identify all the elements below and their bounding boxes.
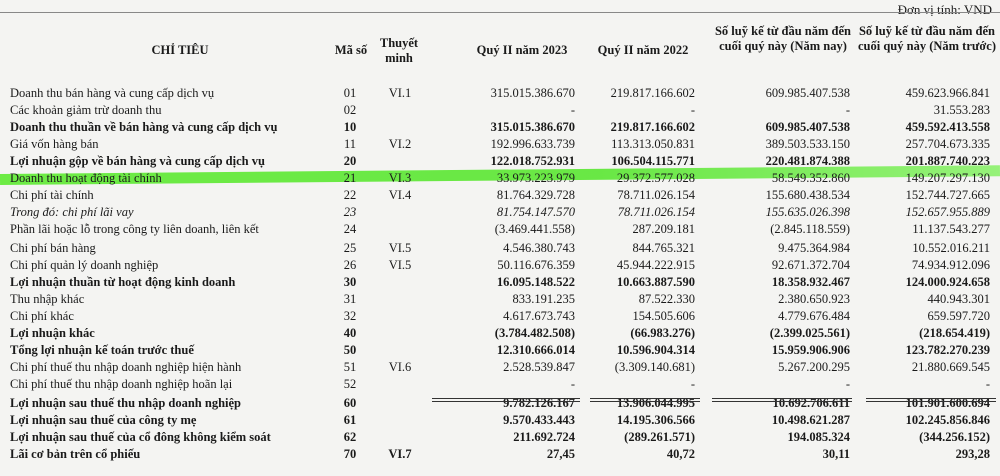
row-q2-2022: 29.372.577.028 bbox=[616, 171, 695, 185]
header-ytd-prior: Số luỹ kế từ đầu năm đến cuối quý này (Năm trước) bbox=[857, 24, 997, 53]
row-code: 26 bbox=[343, 258, 357, 272]
row-ytd-prior: 124.000.924.658 bbox=[905, 275, 990, 289]
row-note: VI.1 bbox=[388, 86, 412, 100]
row-q2-2022: 78.711.026.154 bbox=[617, 188, 695, 202]
row-ytd-current: 155.680.438.534 bbox=[765, 188, 850, 202]
table-row bbox=[0, 136, 1000, 153]
row-q2-2022: 10.663.887.590 bbox=[616, 275, 695, 289]
row-q2-2023: 81.754.147.570 bbox=[496, 205, 575, 219]
row-ytd-prior: 102.245.856.846 bbox=[905, 413, 990, 427]
row-ytd-current: 4.779.676.484 bbox=[778, 309, 850, 323]
row-ytd-prior: 257.704.673.335 bbox=[905, 137, 990, 151]
row-ytd-prior: 149.207.297.130 bbox=[905, 171, 990, 185]
row-q2-2022: 45.944.222.915 bbox=[616, 258, 695, 272]
table-row bbox=[0, 240, 1000, 257]
rule-v1-a bbox=[432, 398, 580, 399]
row-ytd-current: 58.549.352.860 bbox=[771, 171, 850, 185]
row-q2-2023: 9.570.433.443 bbox=[503, 413, 575, 427]
row-name: Chi phí quản lý doanh nghiệp bbox=[10, 258, 159, 272]
row-name: Chi phí bán hàng bbox=[10, 241, 96, 255]
row-q2-2023: 12.310.666.014 bbox=[496, 343, 575, 357]
row-q2-2023: 315.015.386.670 bbox=[490, 86, 575, 100]
row-ytd-current: 2.380.650.923 bbox=[778, 292, 850, 306]
row-code: 25 bbox=[343, 241, 357, 255]
table-row bbox=[0, 376, 1000, 393]
row-ytd-current: 10.692.706.611 bbox=[772, 396, 850, 410]
table-row bbox=[0, 325, 1000, 342]
table-row bbox=[0, 412, 1000, 429]
row-ytd-prior: 152.744.727.665 bbox=[905, 188, 990, 202]
row-name: Doanh thu bán hàng và cung cấp dịch vụ bbox=[10, 86, 215, 100]
row-name: Lợi nhuận sau thuế của cổ đông không kiểm soát bbox=[10, 430, 271, 444]
row-code: 50 bbox=[343, 343, 357, 357]
table-row bbox=[0, 291, 1000, 308]
row-name: Chi phí tài chính bbox=[10, 188, 94, 202]
row-note: VI.7 bbox=[388, 447, 412, 461]
row-q2-2023: 33.973.223.979 bbox=[496, 171, 575, 185]
header-ytd-current: Số luỹ kế từ đầu năm đến cuối quý này (Năm nay) bbox=[714, 24, 851, 53]
row-ytd-current: 10.498.621.287 bbox=[771, 413, 850, 427]
row-name: Lợi nhuận gộp về bán hàng và cung cấp dịch vụ bbox=[10, 154, 265, 168]
row-q2-2022: (66.983.276) bbox=[630, 326, 695, 340]
row-name: Phần lãi hoặc lỗ trong công ty liên doanh, liên kết bbox=[10, 222, 259, 236]
row-ytd-current: 389.503.533.150 bbox=[765, 137, 850, 151]
header-q2-2023: Quý II năm 2023 bbox=[476, 43, 568, 57]
row-q2-2023: 16.095.148.522 bbox=[496, 275, 575, 289]
row-ytd-current: - bbox=[845, 103, 850, 117]
row-ytd-current: (2.399.025.561) bbox=[769, 326, 850, 340]
table-row bbox=[0, 187, 1000, 204]
header-q2-2022: Quý II năm 2022 bbox=[597, 43, 689, 57]
table-row bbox=[0, 153, 1000, 170]
row-note: VI.4 bbox=[388, 188, 412, 202]
row-q2-2023: 9.782.126.167 bbox=[503, 396, 575, 410]
row-ytd-prior: 74.934.912.096 bbox=[911, 258, 990, 272]
row-ytd-prior: 31.553.283 bbox=[933, 103, 990, 117]
table-row bbox=[0, 342, 1000, 359]
rule-v4-a bbox=[866, 398, 996, 399]
row-q2-2023: 122.018.752.931 bbox=[490, 154, 575, 168]
row-ytd-prior: 659.597.720 bbox=[927, 309, 990, 323]
row-q2-2023: 211.692.724 bbox=[513, 430, 575, 444]
row-ytd-prior: 152.657.955.889 bbox=[905, 205, 990, 219]
row-ytd-prior: (344.256.152) bbox=[919, 430, 990, 444]
row-q2-2022: 287.209.181 bbox=[632, 222, 695, 236]
row-name: Chi phí thuế thu nhập doanh nghiệp hiện hành bbox=[10, 360, 242, 374]
rule-v3-b bbox=[712, 401, 852, 402]
rule-v4-b bbox=[866, 401, 996, 402]
row-name: Lợi nhuận sau thuế của công ty mẹ bbox=[10, 413, 197, 427]
row-ytd-current: 5.267.200.295 bbox=[778, 360, 850, 374]
row-ytd-current: 609.985.407.538 bbox=[765, 86, 850, 100]
row-code: 30 bbox=[343, 275, 357, 289]
table-row bbox=[0, 170, 1000, 187]
row-note: VI.6 bbox=[388, 360, 412, 374]
row-ytd-current: 155.635.026.398 bbox=[765, 205, 850, 219]
row-code: 02 bbox=[343, 103, 357, 117]
row-q2-2022: 219.817.166.602 bbox=[610, 86, 695, 100]
table-row bbox=[0, 429, 1000, 446]
row-ytd-prior: 11.137.543.277 bbox=[912, 222, 990, 236]
table-row bbox=[0, 308, 1000, 325]
row-name: Các khoản giảm trừ doanh thu bbox=[10, 103, 162, 117]
row-q2-2023: 81.764.329.728 bbox=[496, 188, 575, 202]
row-name: Thu nhập khác bbox=[10, 292, 85, 306]
row-q2-2023: 315.015.386.670 bbox=[490, 120, 575, 134]
table-row bbox=[0, 359, 1000, 376]
row-q2-2023: 4.617.673.743 bbox=[503, 309, 575, 323]
row-name: Giá vốn hàng bán bbox=[10, 137, 99, 151]
row-q2-2022: - bbox=[690, 103, 695, 117]
table-row bbox=[0, 119, 1000, 136]
row-q2-2023: 833.191.235 bbox=[512, 292, 575, 306]
row-ytd-prior: 10.552.016.211 bbox=[912, 241, 990, 255]
row-q2-2023: 27,45 bbox=[546, 447, 575, 461]
row-code: 10 bbox=[343, 120, 357, 134]
row-q2-2023: - bbox=[570, 103, 575, 117]
header-note: Thuyết minh bbox=[379, 36, 419, 65]
table-row bbox=[0, 204, 1000, 221]
row-ytd-current: 9.475.364.984 bbox=[778, 241, 850, 255]
row-name: Trong đó: chi phí lãi vay bbox=[10, 205, 134, 219]
row-name: Tổng lợi nhuận kế toán trước thuế bbox=[10, 343, 194, 357]
row-q2-2022: 113.313.050.831 bbox=[611, 137, 695, 151]
row-q2-2023: - bbox=[570, 377, 575, 391]
row-ytd-current: 609.985.407.538 bbox=[765, 120, 850, 134]
row-name: Lợi nhuận sau thuế thu nhập doanh nghiệp bbox=[10, 396, 241, 410]
row-ytd-current: 220.481.874.388 bbox=[765, 154, 850, 168]
table-row bbox=[0, 102, 1000, 119]
rule-v3-a bbox=[712, 398, 852, 399]
row-q2-2022: 40,72 bbox=[666, 447, 695, 461]
row-code: 01 bbox=[343, 86, 357, 100]
header-name: CHỈ TIÊU bbox=[151, 43, 209, 57]
row-code: 52 bbox=[343, 377, 357, 391]
rule-v2-b bbox=[590, 401, 700, 402]
table-row bbox=[0, 221, 1000, 238]
row-code: 51 bbox=[343, 360, 357, 374]
row-ytd-prior: 21.880.669.545 bbox=[911, 360, 990, 374]
row-ytd-prior: 293,28 bbox=[955, 447, 990, 461]
row-q2-2022: 154.505.606 bbox=[632, 309, 695, 323]
row-code: 20 bbox=[343, 154, 357, 168]
row-q2-2022: 14.195.306.566 bbox=[616, 413, 695, 427]
row-code: 22 bbox=[343, 188, 357, 202]
row-q2-2022: 219.817.166.602 bbox=[610, 120, 695, 134]
row-code: 32 bbox=[343, 309, 357, 323]
row-note: VI.3 bbox=[388, 171, 412, 185]
row-ytd-prior: 459.592.413.558 bbox=[905, 120, 990, 134]
row-q2-2023: (3.784.482.508) bbox=[494, 326, 575, 340]
row-q2-2022: 10.596.904.314 bbox=[616, 343, 695, 357]
row-name: Chi phí thuế thu nhập doanh nghiệp hoãn lại bbox=[10, 377, 233, 391]
row-q2-2022: 844.765.321 bbox=[632, 241, 695, 255]
row-code: 11 bbox=[343, 137, 357, 151]
row-code: 62 bbox=[343, 430, 357, 444]
row-ytd-prior: 459.623.966.841 bbox=[905, 86, 990, 100]
header-code: Mã số bbox=[334, 43, 368, 57]
top-rule bbox=[0, 12, 1000, 13]
row-ytd-prior: 123.782.270.239 bbox=[905, 343, 990, 357]
row-note: VI.2 bbox=[388, 137, 412, 151]
row-ytd-current: - bbox=[845, 377, 850, 391]
row-code: 60 bbox=[343, 396, 357, 410]
row-q2-2022: - bbox=[690, 377, 695, 391]
rule-v2-a bbox=[590, 398, 700, 399]
row-name: Doanh thu thuần về bán hàng và cung cấp dịch vụ bbox=[10, 120, 278, 134]
row-q2-2022: (289.261.571) bbox=[624, 430, 695, 444]
row-q2-2023: 4.546.380.743 bbox=[503, 241, 575, 255]
row-name: Lợi nhuận thuần từ hoạt động kinh doanh bbox=[10, 275, 236, 289]
row-note: VI.5 bbox=[388, 258, 412, 272]
row-code: 21 bbox=[343, 171, 357, 185]
row-ytd-prior: 101.901.600.694 bbox=[905, 396, 990, 410]
row-ytd-current: 30,11 bbox=[822, 447, 850, 461]
table-row bbox=[0, 85, 1000, 102]
row-ytd-current: 92.671.372.704 bbox=[771, 258, 850, 272]
row-note: VI.5 bbox=[388, 241, 412, 255]
row-name: Lợi nhuận khác bbox=[10, 326, 95, 340]
rule-v1-b bbox=[432, 401, 580, 402]
table-row bbox=[0, 274, 1000, 291]
row-q2-2023: 50.116.676.359 bbox=[497, 258, 575, 272]
row-code: 24 bbox=[343, 222, 357, 236]
unit-label: Đơn vị tính: VND bbox=[897, 2, 992, 17]
row-ytd-current: 194.085.324 bbox=[787, 430, 850, 444]
table-row bbox=[0, 257, 1000, 274]
row-q2-2023: 192.996.633.739 bbox=[490, 137, 575, 151]
row-ytd-current: 18.358.932.467 bbox=[771, 275, 850, 289]
row-code: 70 bbox=[343, 447, 357, 461]
row-ytd-prior: 201.887.740.223 bbox=[905, 154, 990, 168]
row-code: 61 bbox=[343, 413, 357, 427]
row-q2-2022: 106.504.115.771 bbox=[611, 154, 695, 168]
row-ytd-prior: - bbox=[985, 377, 990, 391]
row-ytd-prior: (218.654.419) bbox=[919, 326, 990, 340]
row-q2-2022: 78.711.026.154 bbox=[617, 205, 695, 219]
row-code: 31 bbox=[343, 292, 357, 306]
row-ytd-prior: 440.943.301 bbox=[927, 292, 990, 306]
table-row bbox=[0, 446, 1000, 463]
row-ytd-current: (2.845.118.559) bbox=[770, 222, 850, 236]
row-q2-2023: 2.528.539.847 bbox=[503, 360, 575, 374]
row-q2-2022: 13.906.044.995 bbox=[616, 396, 695, 410]
row-name: Doanh thu hoạt động tài chính bbox=[10, 171, 162, 185]
row-code: 40 bbox=[343, 326, 357, 340]
row-q2-2022: 87.522.330 bbox=[638, 292, 695, 306]
row-code: 23 bbox=[343, 205, 357, 219]
row-q2-2023: (3.469.441.558) bbox=[494, 222, 575, 236]
row-ytd-current: 15.959.906.906 bbox=[771, 343, 850, 357]
row-q2-2022: (3.309.140.681) bbox=[614, 360, 695, 374]
row-name: Chi phí khác bbox=[10, 309, 74, 323]
row-name: Lãi cơ bản trên cổ phiếu bbox=[10, 447, 141, 461]
